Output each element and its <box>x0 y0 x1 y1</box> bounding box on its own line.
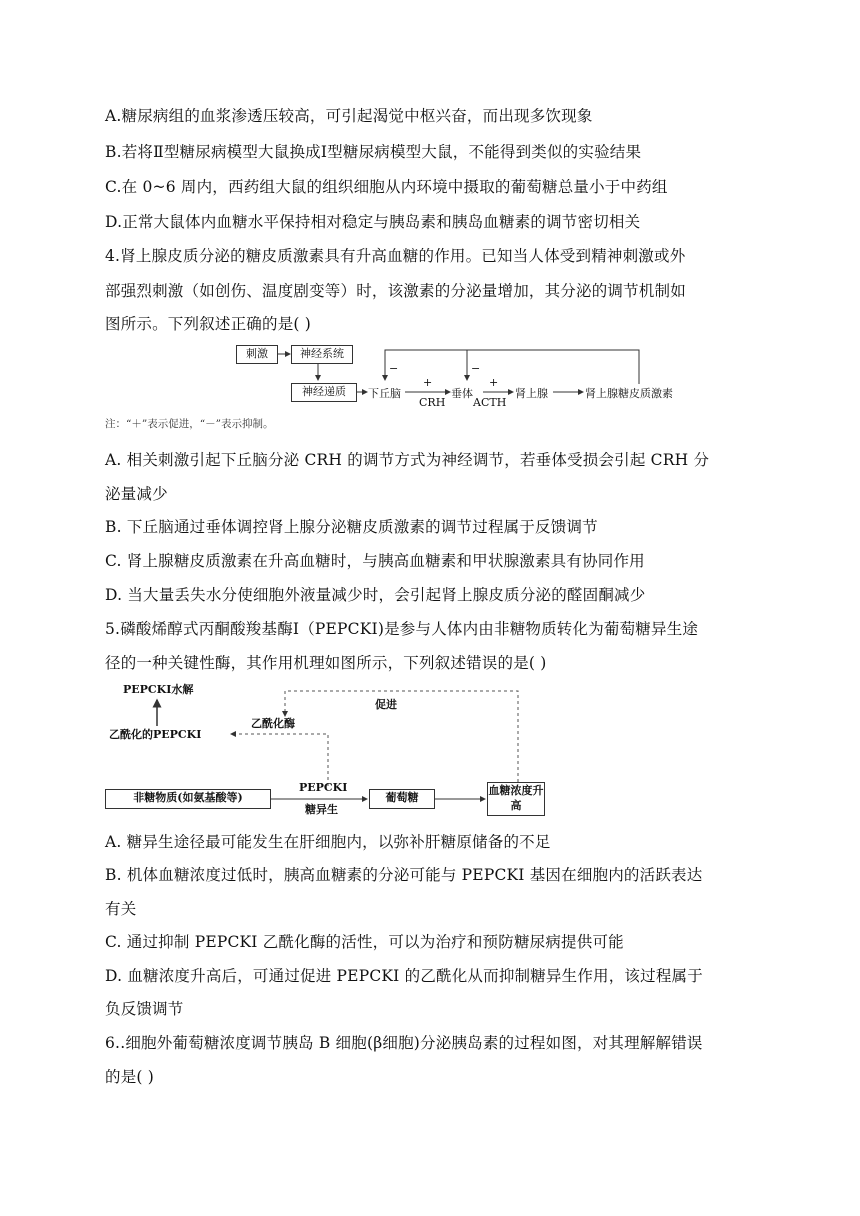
pepcki-label: PEPCKI <box>299 781 348 794</box>
acth-label: ACTH <box>473 396 507 409</box>
glucose-box: 葡萄糖 <box>369 789 435 809</box>
q4-option-b: B. 下丘脑通过垂体调控肾上腺分泌糖皮质激素的调节过程属于反馈调节 <box>105 518 598 536</box>
q4-option-a-line2: 泌量减少 <box>105 485 168 503</box>
minus-sign-1: − <box>389 362 399 375</box>
plus-sign-2: + <box>489 376 499 389</box>
q5-diagram <box>105 678 555 818</box>
q3-option-b: B.若将Ⅱ型糖尿病模型大鼠换成Ⅰ型糖尿病模型大鼠，不能得到类似的实验结果 <box>105 143 642 161</box>
adrenal-label: 肾上腺 <box>515 387 548 400</box>
q3-option-d: D.正常大鼠体内血糖水平保持相对稳定与胰岛素和胰岛血糖素的调节密切相关 <box>105 213 641 231</box>
blood-sugar-box: 血糖浓度升高 <box>487 782 545 816</box>
q4-option-c: C. 肾上腺糖皮质激素在升高血糖时，与胰高血糖素和甲状腺激素具有协同作用 <box>105 552 645 570</box>
acetylated-pepcki-label: 乙酰化的PEPCKI <box>109 728 202 741</box>
q5-option-a: A. 糖异生途径最可能发生在肝细胞内，以弥补肝糖原储备的不足 <box>105 833 551 851</box>
q6-stem-line1: 6..细胞外葡萄糖浓度调节胰岛 B 细胞(β细胞)分泌胰岛素的过程如图，对其理解解错误 <box>105 1034 703 1052</box>
q4-stem-line3: 图所示。下列叙述正确的是( ) <box>105 315 312 333</box>
q3-option-c: C.在 0~6 周内，西药组大鼠的组织细胞从内环境中摄取的葡萄糖总量小于中药组 <box>105 178 668 196</box>
q4-diagram <box>105 340 725 430</box>
promote-label: 促进 <box>375 698 397 711</box>
hypothalamus-label: 下丘脑 <box>368 387 401 400</box>
gluconeogenesis-label: 糖异生 <box>305 803 338 816</box>
q3-option-a: A.糖尿病组的血浆渗透压较高，可引起渴觉中枢兴奋，而出现多饮现象 <box>105 107 593 125</box>
acetylase-label: 乙酰化酶 <box>251 717 295 730</box>
q4-stem-line2: 部强烈刺激（如创伤、温度剧变等）时，该激素的分泌量增加，其分泌的调节机制如 <box>105 282 686 300</box>
stimulus-box: 刺激 <box>236 345 278 364</box>
hormone-label: 肾上腺糖皮质激素 <box>585 387 673 400</box>
pepcki-hydrolysis-label: PEPCKI水解 <box>123 683 194 696</box>
q4-option-d: D. 当大量丢失水分使细胞外液量减少时，会引起肾上腺皮质分泌的醛固酮减少 <box>105 586 646 604</box>
crh-label: CRH <box>419 396 446 409</box>
q5-option-b-line2: 有关 <box>105 900 137 918</box>
pituitary-label: 垂体 <box>451 387 473 400</box>
nervous-system-box: 神经系统 <box>291 345 353 364</box>
q5-option-d-line2: 负反馈调节 <box>105 1000 184 1018</box>
q5-option-c: C. 通过抑制 PEPCKI 乙酰化酶的活性，可以为治疗和预防糖尿病提供可能 <box>105 933 624 951</box>
q6-stem-line2: 的是( ) <box>105 1068 155 1086</box>
plus-sign-1: + <box>423 376 433 389</box>
q5-stem-line1: 5.磷酸烯醇式丙酮酸羧基酶Ⅰ（PEPCKI)是参与人体内由非糖物质转化为葡萄糖异生途 <box>105 620 699 638</box>
non-sugar-box: 非糖物质(如氨基酸等) <box>105 789 271 809</box>
q4-figure-note: 注：“＋”表示促进，“－”表示抑制。 <box>105 418 274 430</box>
neurotransmitter-box: 神经递质 <box>291 383 357 402</box>
q5-stem-line2: 径的一种关键性酶，其作用机理如图所示，下列叙述错误的是( ) <box>105 654 547 672</box>
q5-option-d-line1: D. 血糖浓度升高后，可通过促进 PEPCKI 的乙酰化从而抑制糖异生作用，该过程属于 <box>105 967 703 985</box>
q4-stem-line1: 4.肾上腺皮质分泌的糖皮质激素具有升高血糖的作用。已知当人体受到精神刺激或外 <box>105 247 686 265</box>
q4-option-a-line1: A. 相关刺激引起下丘脑分泌 CRH 的调节方式为神经调节，若垂体受损会引起 CRH 分 <box>105 451 710 469</box>
minus-sign-2: − <box>471 362 481 375</box>
q5-option-b-line1: B. 机体血糖浓度过低时，胰高血糖素的分泌可能与 PEPCKI 基因在细胞内的活跃表达 <box>105 866 703 884</box>
